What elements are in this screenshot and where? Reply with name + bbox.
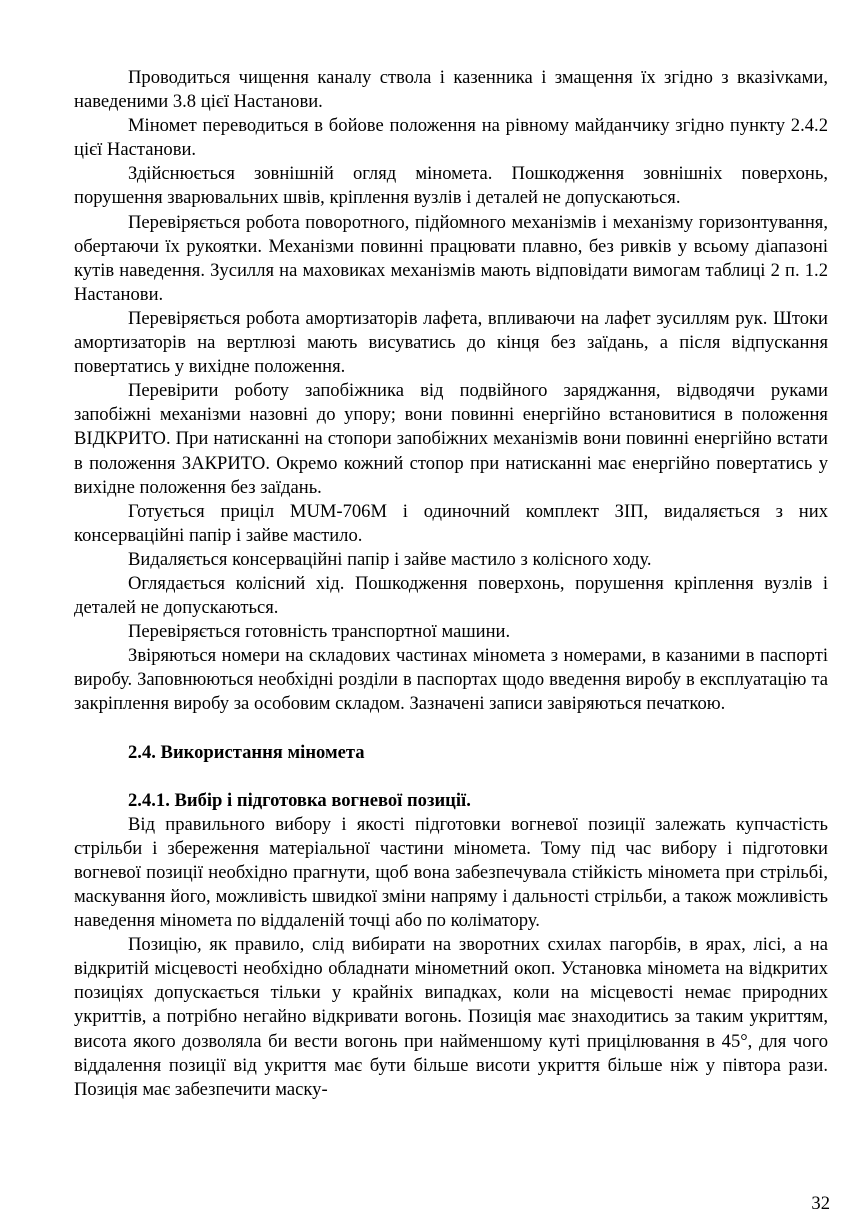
paragraph: Готується приціл MUM-706M і одиночний комплект ЗІП, видаляється з них консерваційні папір і зайве мастило. bbox=[74, 500, 828, 546]
paragraph: Перевіряється робота амортизаторів лафета, впливаючи на лафет зусиллям рук. Штоки амортизаторів на вертлюзі мають висуватись до кінця без заїдань, а після відпускання повертатись у вихідне положення. bbox=[74, 307, 828, 378]
subsection-heading: 2.4.1. Вибір і підготовка вогневої позиції. bbox=[128, 789, 471, 811]
paragraph: Перевірити роботу запобіжника від подвійного заряджання, відводячи руками запобіжні механізми назовні до упору; вони повинні енергійно встановитися в положення ВІДКРИТО. При натисканні на стопори запобіжних механізмів вони повинні енергійно встати в положення ЗАКРИТО. Окремо кожний стопор при натисканні має енергійно повертатись у вихідне положення без заїдань. bbox=[74, 380, 828, 498]
page-number: 32 bbox=[811, 1193, 830, 1214]
paragraph: Перевіряється готовність транспортної машини. bbox=[128, 621, 511, 643]
paragraph: Від правильного вибору і якості підготовки вогневої позиції залежать купчастість стрільби і збереження матеріальної частини міномета. Тому під час вибору і підготовки вогневої позиції необхідно прагнути, щоб вона забезпечувала стійкість міномета при стрільбі, маскування його, можливість швидкої зміни напряму і дальності стрільби, а також можливість наведення міномета по віддаленій точці або по коліматору. bbox=[74, 813, 828, 932]
paragraph: Оглядається колісний хід. Пошкодження поверхонь, порушення кріплення вузлів і деталей не допускаються. bbox=[74, 572, 828, 619]
paragraph: Здійснюється зовнішній огляд міномета. Пошкодження зовнішніх поверхонь, порушення зварювальних швів, кріплення вузлів і деталей не допускаються. bbox=[74, 163, 828, 209]
paragraph: Перевіряється робота поворотного, підйомного механізмів і механізму горизонтування, обертаючи їх рукоятки. Механізми повинні працювати плавно, без ривків у всьому діапазоні кутів наведення. Зусилля на маховиках механізмів мають відповідати вимогам таблиці 2 п. 1.2 Настанови. bbox=[74, 211, 828, 305]
paragraph: Позицію, як правило, слід вибирати на зворотних схилах пагорбів, в ярах, лісі, а на відкритій місцевості необхідно обладнати мінометний окоп. Установка міномета на відкритих позиціях допускається тільки у крайніх випадках, коли на місцевості немає природних укриттів, а потрібно негайно відкривати вогонь. Позиція має знаходитись за таким укриттям, висота якого дозволяла би вести вогонь при найменшому куті прицілювання в 45°, для чого віддалення позиції від укриття має бути більше висоти укриття більше ніж у півтора рази. Позиція має забезпечити маску- bbox=[74, 934, 828, 1100]
section-heading: 2.4. Використання міномета bbox=[128, 741, 365, 763]
document-page bbox=[74, 66, 828, 1102]
paragraph: Видаляється консерваційні папір і зайве мастило з колісного ходу. bbox=[128, 548, 652, 570]
paragraph: Проводиться чищення каналу ствола і казенника і змащення їх згідно з вказіvками, наведеними 3.8 цієї Настанови. bbox=[74, 67, 828, 113]
paragraph: Звіряються номери на складових частинах міномета з номерами, в казаними в паспорті виробу. Заповнюються необхідні розділи в паспортах щодо введення виробу в експлуатацію та закріплення виробу за особовим складом. Зазначені записи завіряються печаткою. bbox=[74, 645, 828, 715]
paragraph: Міномет переводиться в бойове положення на рівному майданчику згідно пункту 2.4.2 цієї Настанови. bbox=[74, 115, 828, 161]
